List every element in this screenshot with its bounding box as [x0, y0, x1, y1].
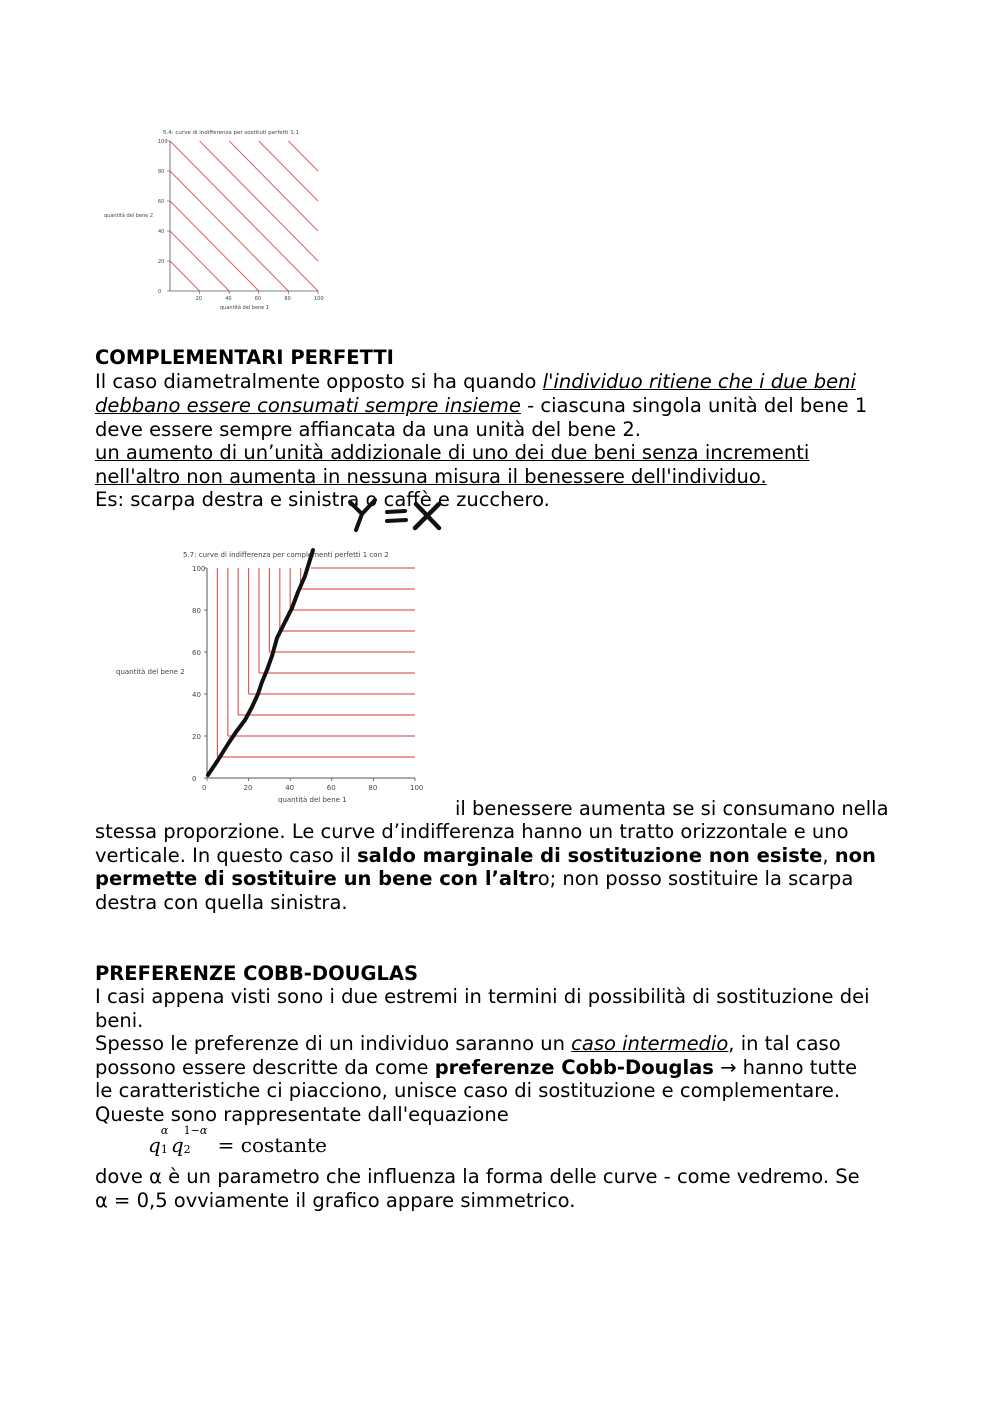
handwritten-y-equals-x-line	[208, 550, 313, 775]
paragraph-line: destra con quella sinistra.	[95, 891, 348, 914]
y-tick-label: 100	[192, 565, 206, 573]
x-tick-label: 40	[285, 784, 295, 792]
chart-title: 5.7: curve di indifferenza per complementi perfetti 1 con 2	[183, 551, 389, 559]
paragraph-line: stessa proporzione. Le curve d’indifferenza hanno un tratto orizzontale e uno	[95, 820, 849, 843]
x-tick-label: 20	[243, 784, 253, 792]
x-tick-label: 100	[314, 296, 324, 302]
text-span: → hanno tutte	[713, 1056, 858, 1079]
indifference-line	[259, 141, 318, 201]
y-tick-label: 0	[158, 289, 162, 295]
text-span: o; non posso sostituire la scarpa	[537, 867, 854, 890]
bold-span: preferenze Cobb-Douglas	[434, 1056, 714, 1079]
bold-span: permette di sostituire un bene con l’altr	[95, 867, 538, 890]
x-tick-label: 40	[225, 296, 232, 302]
emphasis-span: l'individuo ritiene che i due beni	[542, 370, 856, 393]
x-tick-label: 60	[254, 296, 262, 302]
y-tick-label: 60	[192, 649, 201, 657]
text-span: - ciascuna singola unità del bene 1	[520, 394, 868, 417]
paragraph-line	[95, 370, 856, 394]
bold-span: non	[834, 844, 876, 867]
y-tick-label: 40	[158, 229, 165, 235]
y-tick-label: 80	[158, 169, 165, 175]
y-tick-label: 20	[192, 733, 201, 741]
substitutes-chart	[100, 125, 340, 315]
y-tick-label: 100	[158, 139, 168, 145]
indifference-lines	[170, 141, 318, 291]
paragraph-line: Es: scarpa destra e sinistra o caffè e zucchero.	[95, 488, 550, 511]
paragraph-line: Queste sono rappresentate dall'equazione	[95, 1103, 509, 1126]
paragraph-line: dove α è un parametro che influenza la forma delle curve - come vedremo. Se	[95, 1165, 860, 1188]
cobb-douglas-formula: q α 1 q 1−α 2 = costante	[148, 1124, 327, 1157]
y-tick-label: 80	[192, 607, 201, 615]
paragraph-line	[95, 1032, 841, 1056]
bold-span: saldo marginale di sostituzione non esiste	[357, 844, 823, 867]
heading-cobb-douglas: PREFERENZE COBB-DOUGLAS	[95, 962, 419, 985]
x-axis-label: quantità del bene 1	[278, 796, 347, 804]
paragraph-line	[95, 844, 876, 868]
indifference-line	[229, 141, 318, 231]
paragraph-line: nell'altro non aumenta in nessuna misura il benessere dell'individuo.	[95, 465, 767, 488]
y-tick-label: 60	[158, 199, 165, 205]
paragraph-line: il benessere aumenta se si consumano nella	[455, 797, 889, 820]
formula-rhs: = costante	[217, 1133, 327, 1157]
indifference-line	[170, 171, 288, 291]
y-tick-label: 40	[192, 691, 201, 699]
emphasis-span: caso intermedio	[571, 1032, 729, 1055]
emphasis-span: debbano essere consumati sempre insieme	[95, 394, 521, 417]
x-tick-label: 80	[368, 784, 378, 792]
indifference-lines	[217, 568, 415, 757]
y-axis-label: quantità del bene 2	[104, 213, 154, 219]
y-tick-label: 0	[192, 775, 197, 783]
x-tick-label: 100	[410, 784, 424, 792]
paragraph-line: α = 0,5 ovviamente il grafico appare simmetrico.	[95, 1189, 576, 1212]
paragraph-line: beni.	[95, 1009, 144, 1032]
heading-complementari: COMPLEMENTARI PERFETTI	[95, 346, 394, 369]
text-span: Il caso diametralmente opposto si ha quando	[95, 370, 543, 393]
paragraph-line	[95, 867, 853, 891]
indifference-line	[170, 201, 259, 291]
text-span: verticale. In questo caso il	[95, 844, 358, 867]
y-tick-label: 20	[158, 259, 165, 265]
indifference-line	[170, 261, 200, 291]
indifference-line	[200, 141, 318, 261]
x-tick-label: 0	[202, 784, 207, 792]
paragraph-line: un aumento di un’unità addizionale di uno dei due beni senza incrementi	[95, 441, 810, 464]
paragraph-line: le caratteristiche ci piacciono, unisce caso di sostituzione e complementare.	[95, 1079, 841, 1102]
indifference-line	[170, 231, 229, 291]
text-span: ,	[822, 844, 835, 867]
chart-title: 5.4: curve di indifferenza per sostituti perfetti 1:1	[163, 130, 300, 136]
text-span: possono essere descritte da come	[95, 1056, 435, 1079]
y-axis-label: quantità del bene 2	[116, 668, 185, 676]
paragraph-line	[95, 394, 867, 418]
x-tick-label: 20	[195, 296, 202, 302]
indifference-line	[170, 141, 318, 291]
text-span: Spesso le preferenze di un individuo saranno un	[95, 1032, 572, 1055]
handwritten-annotation	[345, 496, 445, 534]
x-tick-label: 60	[326, 784, 336, 792]
x-axis-label: quantità del bene 1	[220, 305, 270, 311]
paragraph-line: I casi appena visti sono i due estremi in termini di possibilità di sostituzione dei	[95, 985, 870, 1008]
complements-chart	[110, 540, 430, 810]
text-span: , in tal caso	[728, 1032, 841, 1055]
paragraph-line: deve essere sempre affiancata da una unità del bene 2.	[95, 418, 641, 441]
paragraph-line	[95, 1056, 857, 1080]
x-tick-label: 80	[284, 296, 291, 302]
indifference-line	[288, 141, 318, 171]
